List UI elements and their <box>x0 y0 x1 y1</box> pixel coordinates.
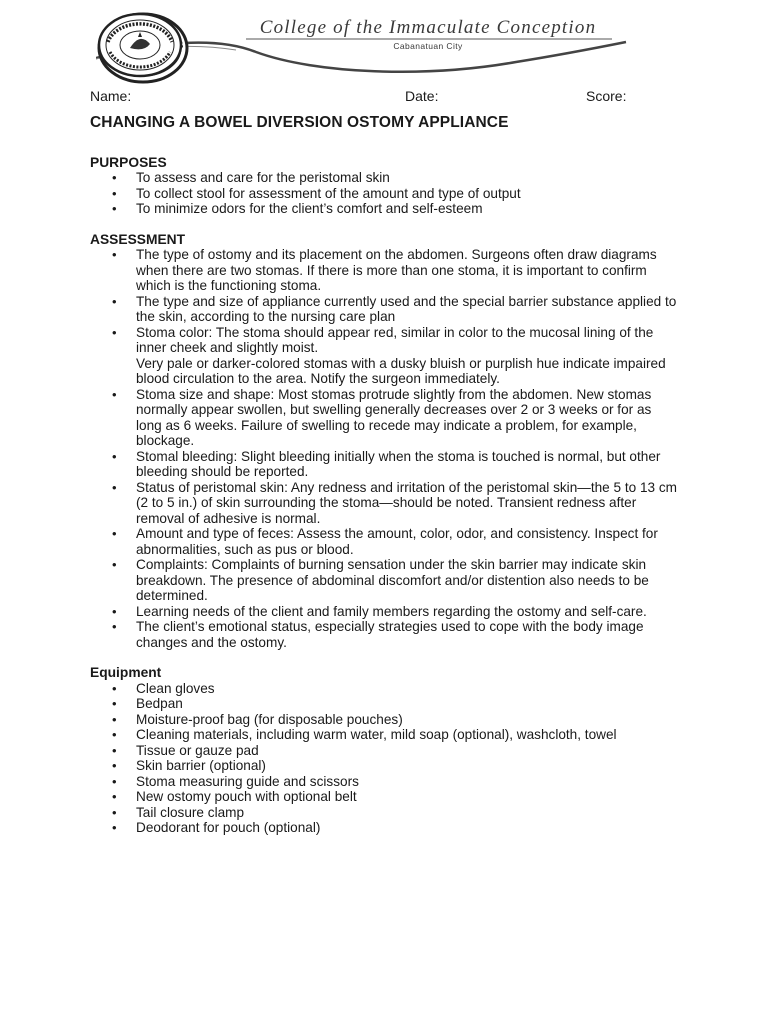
bullet-icon: • <box>112 201 117 216</box>
list-item <box>90 727 680 743</box>
bullet-icon: • <box>112 386 117 402</box>
bullet-icon: • <box>112 526 117 541</box>
list-item-text: Status of peristomal skin: Any redness and irritation of the peristomal skin—the 5 to 13 cm (2 to 5 in.) of skin surrounding the stoma—should be noted. Transient redness after removal of adhesive is normal. <box>136 479 677 526</box>
bullet-icon: • <box>112 711 117 727</box>
document-body <box>90 115 680 851</box>
list-item <box>90 247 680 294</box>
list-item-text: Amount and type of feces: Assess the amount, color, odor, and consistency. Inspect for abnormalities, such as pus or blood. <box>136 526 658 557</box>
bullet-icon: • <box>112 479 117 495</box>
bullet-icon: • <box>112 603 117 619</box>
list-item-text: Cleaning materials, including warm water, mild soap (optional), washcloth, towel <box>136 727 617 742</box>
list-item <box>90 805 680 821</box>
list-item-text: Learning needs of the client and family members regarding the ostomy and self-care. <box>136 603 647 619</box>
purposes-heading: PURPOSES <box>90 154 167 170</box>
list-item <box>90 449 680 480</box>
letterhead <box>96 12 696 80</box>
list-item-text: Tissue or gauze pad <box>136 742 259 758</box>
bullet-icon: • <box>112 804 117 820</box>
list-item <box>90 743 680 759</box>
list-item <box>90 480 680 527</box>
list-item <box>90 325 680 387</box>
list-item <box>90 619 680 650</box>
list-item <box>90 774 680 790</box>
bullet-icon: • <box>112 557 117 572</box>
bullet-icon: • <box>112 170 117 185</box>
list-item-text: The type of ostomy and its placement on the abdomen. Surgeons often draw diagrams when there are two stomas. If there is more than one stoma, it is important to confirm which is the functioning stoma. <box>136 247 657 293</box>
list-item <box>90 387 680 449</box>
bullet-icon: • <box>112 619 117 634</box>
purposes-list <box>90 170 680 217</box>
list-item-text: Deodorant for pouch (optional) <box>136 820 321 835</box>
bullet-icon: • <box>112 742 117 758</box>
assessment-heading: ASSESSMENT <box>90 231 186 247</box>
list-item-text: Tail closure clamp <box>136 804 245 820</box>
list-item-text: Stomal bleeding: Slight bleeding initially when the stoma is touched is normal, but other bleeding should be reported. <box>136 448 661 479</box>
list-item <box>90 201 680 217</box>
list-item <box>90 758 680 774</box>
list-item <box>90 712 680 728</box>
list-item <box>90 526 680 557</box>
list-item-text: New ostomy pouch with optional belt <box>136 789 357 804</box>
list-item-text: To assess and care for the peristomal skin <box>136 170 390 185</box>
college-city: Cabanatuan City <box>393 41 463 51</box>
list-item-text: Clean gloves <box>136 680 215 696</box>
bullet-icon: • <box>112 820 117 835</box>
bullet-icon: • <box>112 293 117 309</box>
bullet-icon: • <box>112 789 117 804</box>
equipment-heading: Equipment <box>90 665 162 680</box>
list-item-text: To minimize odors for the client’s comfort and self-esteem <box>136 201 483 216</box>
list-item-text: The client’s emotional status, especially strategies used to cope with the body image changes and the ostomy. <box>136 619 644 650</box>
list-item <box>90 681 680 697</box>
name-label: Name: <box>90 88 132 104</box>
list-item <box>90 820 680 836</box>
document-title: CHANGING A BOWEL DIVERSION OSTOMY APPLIANCE <box>90 114 509 131</box>
college-name: College of the Immaculate Conception <box>259 17 597 38</box>
bullet-icon: • <box>112 324 117 340</box>
list-item-text: Bedpan <box>136 696 183 711</box>
list-item <box>90 557 680 604</box>
list-item-text: Complaints: Complaints of burning sensation under the skin barrier may indicate skin breakdown. The presence of abdominal discomfort and/or distention also needs to be determined. <box>136 557 649 603</box>
bullet-icon: • <box>112 696 117 711</box>
institute-seal-right <box>96 12 184 78</box>
equipment-list <box>90 681 680 836</box>
list-item <box>90 696 680 712</box>
bullet-icon: • <box>112 680 117 696</box>
bullet-icon: • <box>112 758 117 773</box>
list-item-text: Stoma size and shape: Most stomas protrude slightly from the abdomen. New stomas normally appear swollen, but swelling generally decreases over 2 or 3 weeks or for as long as 6 weeks. Failure of swelling to recede may indicate a problem, for example, blockage. <box>136 386 652 448</box>
list-item-text: Stoma color: The stoma should appear red, similar in color to the mucosal lining of the inner cheek and slightly moist. Very pale or darker-colored stomas with a dusky bluish or purplish hue indicate impaired blood circulation to the area. Notify the surgeon immediately. <box>136 324 666 386</box>
bullet-icon: • <box>112 247 117 262</box>
list-item <box>90 170 680 186</box>
list-item-text: Stoma measuring guide and scissors <box>136 773 359 789</box>
score-label: Score: <box>586 88 627 104</box>
bullet-icon: • <box>112 185 117 201</box>
bullet-icon: • <box>112 448 117 464</box>
date-label: Date: <box>405 88 439 104</box>
bullet-icon: • <box>112 727 117 742</box>
bullet-icon: • <box>112 773 117 789</box>
list-item-text: The type and size of appliance currently used and the special barrier substance applied to the skin, according to the nursing care plan <box>136 293 677 324</box>
list-item <box>90 604 680 620</box>
list-item-text: Skin barrier (optional) <box>136 758 266 773</box>
list-item <box>90 294 680 325</box>
list-item <box>90 789 680 805</box>
assessment-list <box>90 247 680 650</box>
list-item <box>90 186 680 202</box>
list-item-text: To collect stool for assessment of the amount and type of output <box>136 185 521 201</box>
list-item-text: Moisture-proof bag (for disposable pouches) <box>136 711 403 727</box>
